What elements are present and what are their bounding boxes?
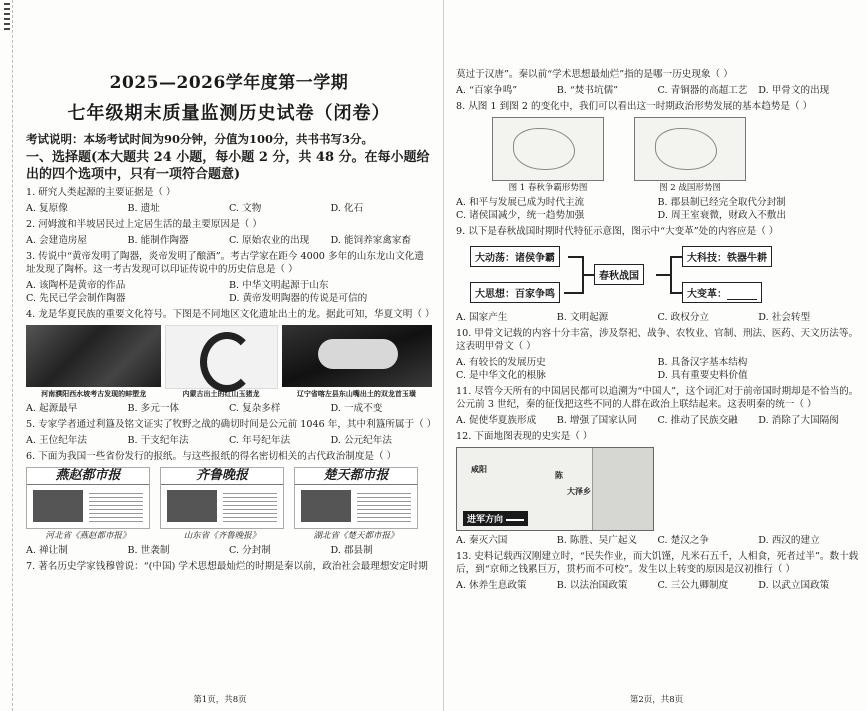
option: D. 郡县制 [330,545,373,556]
option: D. 周王室衰微，财政入不敷出 [657,210,787,221]
newspaper-images [26,467,432,529]
page-footer: 第1页，共8页 [193,695,247,705]
question-8: 8. 从图 1 到图 2 的变化中，我们可以看出这一时期政治形势发展的基本趋势是（ ） [456,101,813,112]
question-6: 6. 下面为我国一些省份发行的报纸。与这些报纸的得名密切相关的古代政治制度是（ ） [26,451,397,462]
diagram-box: 大科技：铁器牛耕 [682,246,772,267]
diagram-box: 大思想：百家争鸣 [470,282,560,303]
option: A. 禅让制 [26,545,68,556]
question-7-continued: 莫过于汉唐”。秦以前“学术思想最灿烂”指的是哪一历史现象（ ） [456,69,733,80]
option: C. 先民已学会制作陶器 [26,293,126,304]
map-label-city: 咸阳 [471,464,487,474]
option: A. 起源最早 [26,403,78,414]
question-9-options [456,311,859,324]
map-captions [492,181,859,193]
option: C. 文物 [229,203,262,214]
option: A. 有较长的发展历史 [456,357,546,368]
option: B. 干支纪年法 [127,435,189,446]
question-1: 1. 研究人类起源的主要证据是（ ） [26,187,176,198]
option: B. 文明起源 [556,312,609,323]
option: D. 社会转型 [758,312,811,323]
question-12-options [456,534,859,547]
question-2: 2. 河姆渡和半坡居民过上定居生活的最主要原因是（ ） [26,219,262,230]
page-divider [443,0,444,711]
option: D. 化石 [330,203,364,214]
question-2-options [26,234,432,247]
sea-area [592,448,653,530]
section-heading: 一、选择题(本大题共 24 小题，每小题 2 分，共 48 分。在每小题给出的四个选项中，只有一项符合题意) [26,150,430,182]
option: D. 以武立国政策 [758,580,830,591]
question-8-options [456,196,859,222]
question-10: 10. 甲骨文记载的内容十分丰富，涉及祭祀、战争、农牧业、官制、刑法、医药、天文历法等。这表明甲骨文（ ） [456,328,859,352]
question-13-options [456,579,859,592]
jade-huang-photo [282,325,432,387]
option: C. 年号纪年法 [229,435,291,446]
option: C. 三公九卿制度 [657,580,729,591]
photo-caption: 河南濮阳西水坡考古发现的蚌塑龙 [41,389,147,398]
era-feature-diagram [456,242,859,308]
option: A. 和平与发展已成为时代主流 [456,197,585,208]
newspaper-image [26,467,150,529]
option: A. 国家产生 [456,312,508,323]
question-3-options [26,279,432,305]
option: C. 原始农业的出现 [229,235,310,246]
question-11: 11. 尽管今天所有的中国居民都可以追溯为“中国人”，这个词汇对于前帝国时期却是不恰当的。公元前 3 世纪，秦的征伐把这些不同的人群在政治上联结起来。这表明秦的统一（ ） [456,386,859,410]
question-4: 4. 龙是华夏民族的重要文化符号。下图是不同地区文化遗址出土的龙。据此可知，华夏文明（ ） [26,309,435,320]
map-caption: 图 2 战国形势图 [659,183,721,193]
jade-pig-dragon-photo [165,325,278,389]
map-caption: 图 1 春秋争霸形势图 [508,183,588,193]
question-1-options [26,202,432,215]
option: D. 消除了大国隔阂 [758,415,839,426]
exam-instructions: 考试说明：本场考试时间为90分钟，分值为100分，共书书写3分。 [26,132,374,146]
newspaper-masthead: 齐鲁晚报 [161,468,283,485]
spring-autumn-map [492,117,604,181]
newspaper-image [160,467,284,529]
newspaper-masthead: 燕赵都市报 [27,468,149,485]
option: C. 是中华文化的根脉 [456,370,546,381]
option: D. 西汉的建立 [758,535,820,546]
answer-blank [727,289,757,300]
question-9: 9. 以下是春秋战国时期时代特征示意图，图示中“大变革”处的内容应是（ ） [456,226,779,237]
option: B. 郡县制已经完全取代分封制 [657,197,786,208]
question-10-options [456,356,859,382]
question-3: 3. 传说中“黄帝发明了陶器，炎帝发明了酿酒”。考古学家在距今 4000 多年的山东龙山文化遗址发现了陶杯。这一考古发现可以印证传说中的历史信息是（ ） [26,251,424,275]
option: B. 多元一体 [127,403,180,414]
option: C. 推动了民族交融 [657,415,738,426]
question-12: 12. 下面地图表现的史实是（ ） [456,431,593,442]
question-5: 5. 专家学者通过利簋及铭文证实了牧野之战的确切时间是公元前 1046 年，其中利簋所属于（ ） [26,419,437,430]
newspaper-caption: 湖北省《楚天都市报》 [313,531,399,541]
newspaper-caption: 河北省《燕赵都市报》 [45,531,131,541]
option: A. 休养生息政策 [456,580,527,591]
diagram-center-box: 春秋战国 [594,264,644,285]
newspaper-masthead: 楚天都市报 [295,468,417,485]
question-5-options [26,434,432,447]
option: B. 能制作陶器 [127,235,189,246]
option: B. “焚书坑儒” [556,85,619,96]
option: B. 以法治国政策 [556,580,628,591]
diagram-box-label: 大变革： [687,289,727,300]
question-11-options [456,414,859,427]
option: C. 青铜器的高超工艺 [657,85,748,96]
option: D. 具有重要史料价值 [657,370,748,381]
map-label: 大泽乡 [567,486,591,496]
option: D. 一成不变 [330,403,383,414]
question-7-options [456,84,859,97]
uprising-map [456,447,654,531]
newspaper-caption: 山东省《齐鲁晚报》 [183,531,261,541]
legend-label: 进军方向 [467,515,504,525]
map-label: 陈 [555,470,563,480]
page-footer: 第2页，共8页 [629,695,684,705]
option: A. 促使华夏族形成 [456,415,537,426]
option: B. 世袭制 [127,545,170,556]
option: C. 分封制 [229,545,271,556]
option: C. 诸侯国减少，统一趋势加强 [456,210,585,221]
photo-caption: 内蒙古出土的红山玉猪龙 [182,389,260,398]
option: A. 该陶杯是黄帝的作品 [26,280,126,291]
exam-year-title: 2025—2026学年度第一学期 [109,73,349,93]
option: D. 能饲养家禽家畜 [330,235,412,246]
exam-title: 七年级期末质量监测历史试卷（闭卷） [67,103,391,124]
shell-dragon-photo [26,325,161,387]
question-6-options [26,544,432,557]
option: B. 具备汉字基本结构 [657,357,748,368]
photo-caption: 辽宁省喀左县东山嘴出土的双龙首玉璜 [296,389,416,398]
diagram-box: 大动荡：诸侯争霸 [470,246,560,267]
question-7: 7. 著名历史学家钱穆曾说：“(中国) 学术思想最灿烂的时期是秦以前，政治社会最理想安定时期 [26,561,428,572]
option: A. “百家争鸣” [456,85,518,96]
historical-maps [492,117,859,181]
newspaper-image [294,467,418,529]
option: D. 甲骨文的出现 [758,85,830,96]
option: C. 复杂多样 [229,403,281,414]
map-legend-arrow [463,511,528,526]
option: B. 增强了国家认同 [556,415,638,426]
option: A. 会建造房屋 [26,235,87,246]
option: C. 楚汉之争 [657,535,709,546]
option: B. 中华文明起源于山东 [229,280,329,291]
option: B. 遗址 [127,203,160,214]
option: A. 王位纪年法 [26,435,87,446]
page-right [446,0,867,711]
option: D. 黄帝发明陶器的传说是可信的 [229,293,368,304]
newspaper-captions [26,529,432,541]
diagram-box-blank [682,282,762,303]
option: C. 政权分立 [657,312,709,323]
warring-states-map [634,117,746,181]
option: D. 公元纪年法 [330,435,392,446]
question-13: 13. 史料记载西汉刚建立时，“民失作业，而大饥馑，凡米石五千，人相食，死者过半”。数十载后，到“京师之钱累巨万，贯朽而不可校”。发生以上转变的原因是汉初推行（ ） [456,551,859,575]
question-4-options [26,402,432,415]
option: A. 复原像 [26,203,68,214]
option: A. 秦灭六国 [456,535,508,546]
option: B. 陈胜、吴广起义 [556,535,638,546]
dragon-photos [26,325,432,389]
